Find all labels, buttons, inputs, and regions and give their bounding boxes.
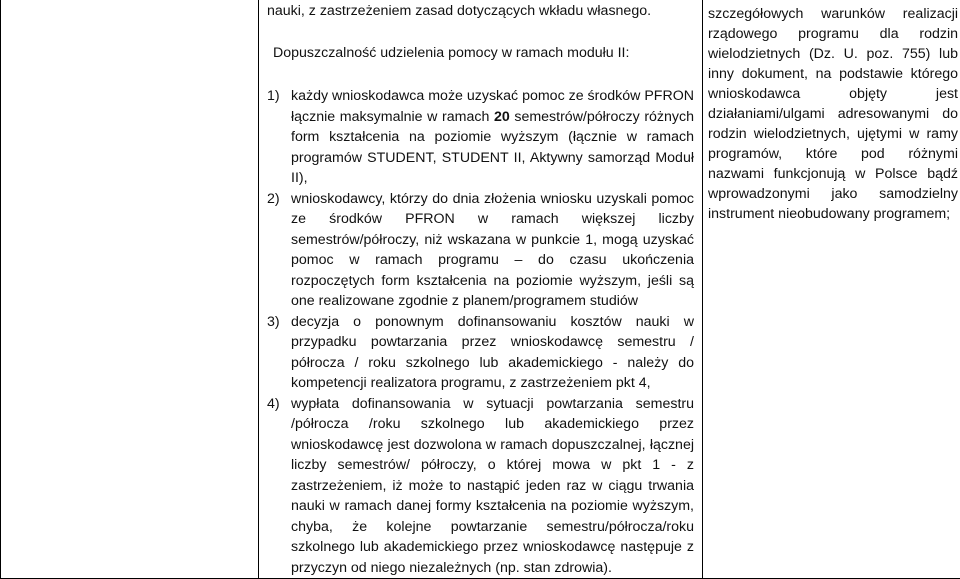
continued-paragraph: nauki, z zastrzeżeniem zasad dotyczących wkładu własnego.	[267, 1, 694, 22]
left-cell-text	[1, 0, 258, 2]
list-item-number: 1)	[267, 86, 291, 189]
list-item	[267, 189, 694, 312]
list-item-text: każdy wnioskodawca może uzyskać pomoc ze środków PFRON łącznie maksymalnie w ramach 20 semestrów/półroczy różnych form kształcenia na poziomie wyższym (łącznie w ramach programów STUDENT, STUDENT II, Aktywny samorząd Moduł II),	[291, 86, 694, 189]
right-cell-text: szczegółowych warunków realizacji rządowego programu dla rodzin wielodzietnych (Dz. U. poz. 755) lub inny dokument, na podstawie którego wnioskodawca objęty jest działaniami/ulgami adresowanymi do rodzin wielodzietnych, ujętymi w ramy programów, które pod różnymi nazwami funkcjonują w Polsce bądź wprowadzonymi jako samodzielny instrument nieobudowany programem;	[708, 4, 958, 224]
list-item-number: 2)	[267, 189, 291, 312]
list-item-number: 3)	[267, 312, 291, 394]
middle-cell	[259, 0, 703, 579]
left-cell	[1, 0, 259, 579]
list-item	[267, 394, 694, 579]
list-item	[267, 312, 694, 394]
list-item-text: decyzja o ponownym dofinansowaniu kosztów nauki w przypadku powtarzania przez wnioskodawcę semestru / półrocza / roku szkolnego lub akademickiego - należy do kompetencji realizatora programu, z zastrzeżeniem pkt 4,	[291, 312, 694, 394]
list-item-number: 4)	[267, 394, 291, 579]
list-item	[267, 86, 694, 189]
right-cell	[703, 0, 960, 579]
bold-number: 20	[494, 109, 510, 125]
list-item-text: wypłata dofinansowania w sytuacji powtarzania semestru /półrocza /roku szkolnego lub akademickiego przez wnioskodawcę jest dozwolona w ramach dopuszczalnej, łącznej liczby semestrów/ półroczy, o której mowa w pkt 1 - z zastrzeżeniem, iż może to nastąpić jeden raz w ciągu trwania nauki w ramach danej formy kształcenia na poziomie wyższym, chyba, że kolejne powtarzanie semestru/półrocza/roku szkolnego lub akademickiego przez wnioskodawcę następuje z przyczyn od niego niezależnych (np. stan zdrowia).	[291, 394, 694, 579]
list-item-text: wnioskodawcy, którzy do dnia złożenia wniosku uzyskali pomoc ze środków PFRON w ramach większej liczby semestrów/półroczy, niż wskazana w punkcie 1, mogą uzyskać pomoc w ramach programu – do czasu ukończenia rozpoczętych form kształcenia na poziomie wyższym, jeśli są one realizowane zgodnie z planem/programem studiów	[291, 189, 694, 312]
section-intro: Dopuszczalność udzielenia pomocy w ramach modułu II:	[267, 43, 694, 64]
